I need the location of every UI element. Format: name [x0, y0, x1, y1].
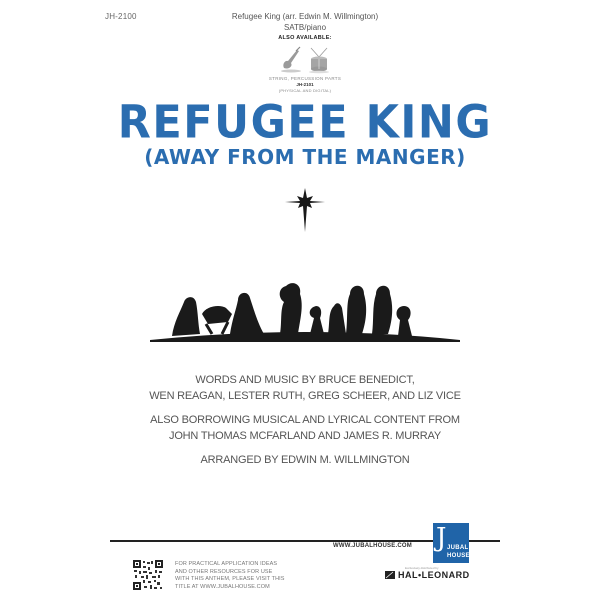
resources-line: AND OTHER RESOURCES FOR USE	[175, 568, 273, 575]
logo-letter: J	[436, 523, 447, 553]
logo-line1: JUBAL	[447, 545, 469, 551]
credits-line: JOHN THOMAS MCFARLAND AND JAMES R. MURRAY	[169, 430, 441, 442]
also-available-label: ALSO AVAILABLE:	[278, 35, 332, 41]
hal-leonard-logo	[385, 570, 470, 580]
voicing: SATB/piano	[283, 23, 327, 32]
logo-line2: HOUSE	[447, 553, 470, 559]
parts-format: (PHYSICAL AND DIGITAL)	[278, 88, 332, 93]
credits-words-music	[0, 372, 610, 404]
nativity-refugee-silhouette	[150, 262, 460, 342]
subtitle: (AWAY FROM THE MANGER)	[144, 145, 466, 169]
catalog-number: JH-2100	[105, 12, 137, 21]
resources-note	[175, 561, 285, 591]
qr-code[interactable]	[133, 560, 163, 590]
credits-borrowing	[0, 412, 610, 444]
website-link[interactable]: WWW.JUBALHOUSE.COM	[333, 543, 412, 549]
distributor-note: Exclusively distributed by	[405, 566, 439, 570]
credits-line: ALSO BORROWING MUSICAL AND LYRICAL CONTENT FROM	[150, 414, 460, 426]
drum-icon	[308, 46, 330, 74]
main-title: REFUGEE KING	[117, 96, 493, 150]
header-title: Refugee King (arr. Edwin M. Willmington)	[231, 12, 379, 21]
guitar-icon	[280, 46, 302, 74]
resources-line: WITH THIS ANTHEM, PLEASE VISIT THIS	[175, 576, 285, 582]
resources-line: TITLE AT WWW.JUBALHOUSE.COM	[175, 583, 270, 590]
distributor-name: HAL•LEONARD	[398, 570, 470, 580]
credits-line: WORDS AND MUSIC BY BRUCE BENEDICT,	[195, 374, 415, 386]
parts-number: JH-2101	[296, 82, 314, 87]
resources-line: FOR PRACTICAL APPLICATION IDEAS	[175, 561, 278, 567]
parts-label: STRING, PERCUSSION PARTS	[268, 76, 342, 81]
credits-arranged: ARRANGED BY EDWIN M. WILLMINGTON	[200, 454, 410, 466]
hal-leonard-mark-icon	[385, 571, 395, 579]
credits-line: WEN REAGAN, LESTER RUTH, GREG SCHEER, AND LIZ VICE	[149, 390, 461, 402]
jubal-house-logo	[433, 523, 469, 563]
also-available-icons	[0, 46, 610, 74]
star-of-bethlehem-icon	[285, 188, 325, 232]
